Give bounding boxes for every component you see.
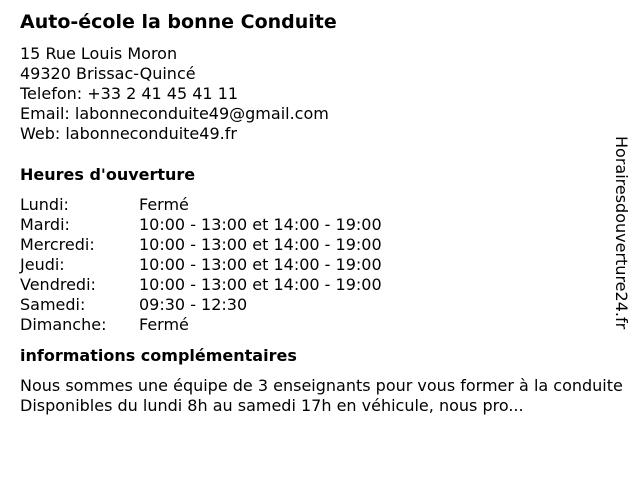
hours-time: 10:00 - 13:00 et 14:00 - 19:00 <box>139 255 382 274</box>
website-link[interactable]: labonneconduite49.fr <box>65 124 237 143</box>
hours-row <box>20 215 382 235</box>
hours-time: 10:00 - 13:00 et 14:00 - 19:00 <box>139 275 382 294</box>
hours-row <box>20 295 382 315</box>
opening-hours-table <box>20 195 382 335</box>
hours-row <box>20 195 382 215</box>
hours-time: 09:30 - 12:30 <box>139 295 248 314</box>
phone-line <box>20 84 620 104</box>
business-name: Auto-école la bonne Conduite <box>20 11 337 33</box>
hours-time: Fermé <box>139 315 189 334</box>
hours-day: Mercredi: <box>20 235 95 254</box>
hours-time: 10:00 - 13:00 et 14:00 - 19:00 <box>139 215 382 234</box>
hours-day: Lundi: <box>20 195 69 214</box>
hours-row <box>20 315 382 335</box>
hours-day: Samedi: <box>20 295 86 314</box>
hours-time: Fermé <box>139 195 189 214</box>
additional-info-heading: informations complémentaires <box>20 346 297 365</box>
hours-row <box>20 235 382 255</box>
address-line-city: 49320 Brissac-Quincé <box>20 64 196 83</box>
hours-day: Jeudi: <box>20 255 65 274</box>
site-watermark: Horairesdouverture24.fr <box>612 136 631 330</box>
email-address[interactable]: labonneconduite49@gmail.com <box>74 104 329 123</box>
email-label: Email: <box>20 104 75 123</box>
hours-day: Dimanche: <box>20 315 107 334</box>
phone-number[interactable]: +33 2 41 45 41 11 <box>87 84 239 103</box>
hours-row <box>20 255 382 275</box>
hours-day: Vendredi: <box>20 275 96 294</box>
web-line <box>20 124 620 144</box>
phone-label: Telefon: <box>20 84 88 103</box>
hours-row <box>20 275 382 295</box>
address-line-street: 15 Rue Louis Moron <box>20 44 178 63</box>
email-line <box>20 104 620 124</box>
hours-day: Mardi: <box>20 215 70 234</box>
web-label: Web: <box>20 124 66 143</box>
opening-hours-heading: Heures d'ouverture <box>20 165 196 184</box>
hours-time: 10:00 - 13:00 et 14:00 - 19:00 <box>139 235 382 254</box>
additional-info-text: Nous sommes une équipe de 3 enseignants pour vous former à la conduite Disponibles du lundi 8h au samedi 17h en véhicule, nous pro... <box>20 376 623 415</box>
